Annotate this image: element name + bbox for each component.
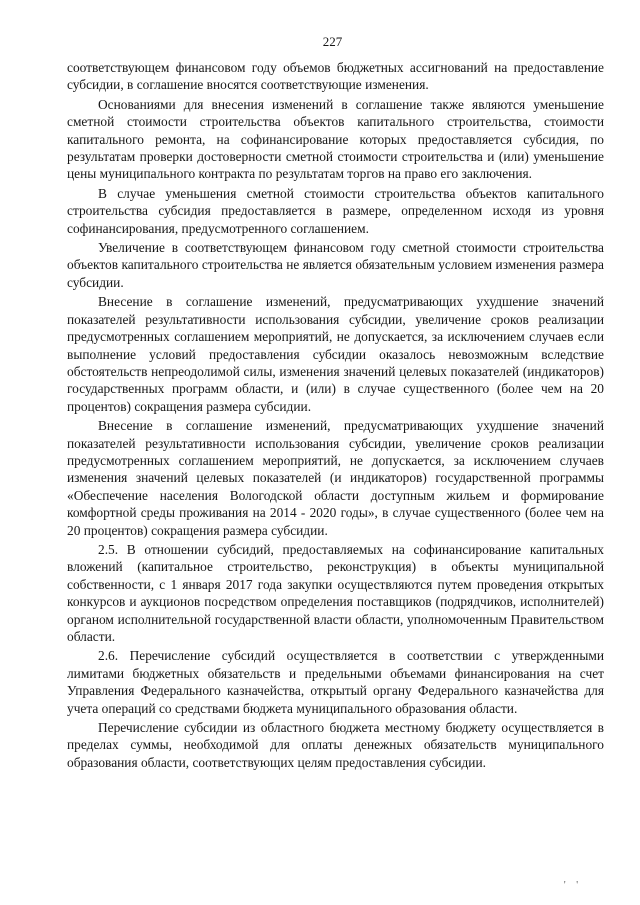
paragraph-5: Внесение в соглашение изменений, предусматривающих ухудшение значений показателей результативности использования субсидии, увеличение сроков реализации предусмотренных соглашением мероприятий, не допускается, за исключением случаев если выполнение условий предоставления субсидии оказалось невозможным вследствие обстоятельств непреодолимой силы, изменения значений целевых показателей (индикаторов) государственных программ области, и (или) в случае существенного (более чем на 20 процентов) сокращения размера субсидии. [67, 294, 604, 414]
paragraph-7-section-2-5: 2.5. В отношении субсидий, предоставляемых на софинансирование капитальных вложений (капитальное строительство, реконструкция) в объекты муниципальной собственности, с 1 января 2017 года закупки осуществляются путем проведения открытых конкурсов и аукционов посредством определения поставщиков (подрядчиков, исполнителей) органом исполнительной государственной власти области, уполномоченным Правительством области. [67, 541, 604, 644]
paragraph-4: Увеличение в соответствующем финансовом году сметной стоимости строительства объектов капитального строительства не является обязательным условием изменения размера субсидии. [67, 240, 604, 290]
page-number: 227 [322, 34, 343, 49]
paragraph-6: Внесение в соглашение изменений, предусматривающих ухудшение значений показателей результативности использования субсидии, увеличение сроков реализации предусмотренных соглашением мероприятий, не допускается, за исключением случаев изменения значений целевых показателей (и индикаторов) государственной программы «Обеспечение населения Вологодской области доступным жильем и формирование комфортной среды проживания на 2014 - 2020 годы», в случае существенного (более чем на 20 процентов) сокращения размера субсидии. [67, 418, 604, 538]
document-body [67, 59, 604, 771]
paragraph-1: соответствующем финансовом году объемов бюджетных ассигнований на предоставление субсидии, в соглашение вносятся соответствующие изменения. [67, 60, 604, 93]
paragraph-2: Основаниями для внесения изменений в соглашение также являются уменьшение сметной стоимости строительства объектов капитального строительства, стоимости капитального ремонта, на софинансирование которых предоставляется субсидия, по результатам проверки достоверности сметной стоимости строительства и (или) уменьшение цены муниципального контракта по результатам торгов на право его заключения. [67, 96, 604, 182]
paragraph-9: Перечисление субсидии из областного бюджета местному бюджету осуществляется в пределах суммы, необходимой для оплаты денежных обязательств муниципального образования области, соответствующих целям предоставления субсидии. [67, 720, 604, 770]
paragraph-3: В случае уменьшения сметной стоимости строительства объектов капитального строительства субсидия предоставляется в размере, определенном исходя из уровня софинансирования, предусмотренного соглашением. [67, 185, 604, 236]
paragraph-8-section-2-6: 2.6. Перечисление субсидий осуществляется в соответствии с утвержденными лимитами бюджетных обязательств и предельными объемами финансирования на счет Управления Федерального казначейства, открытый органу Федерального казначейства для учета операций со средствами бюджета муниципального образования области. [67, 648, 604, 716]
corner-mark: ' ' [563, 880, 582, 891]
